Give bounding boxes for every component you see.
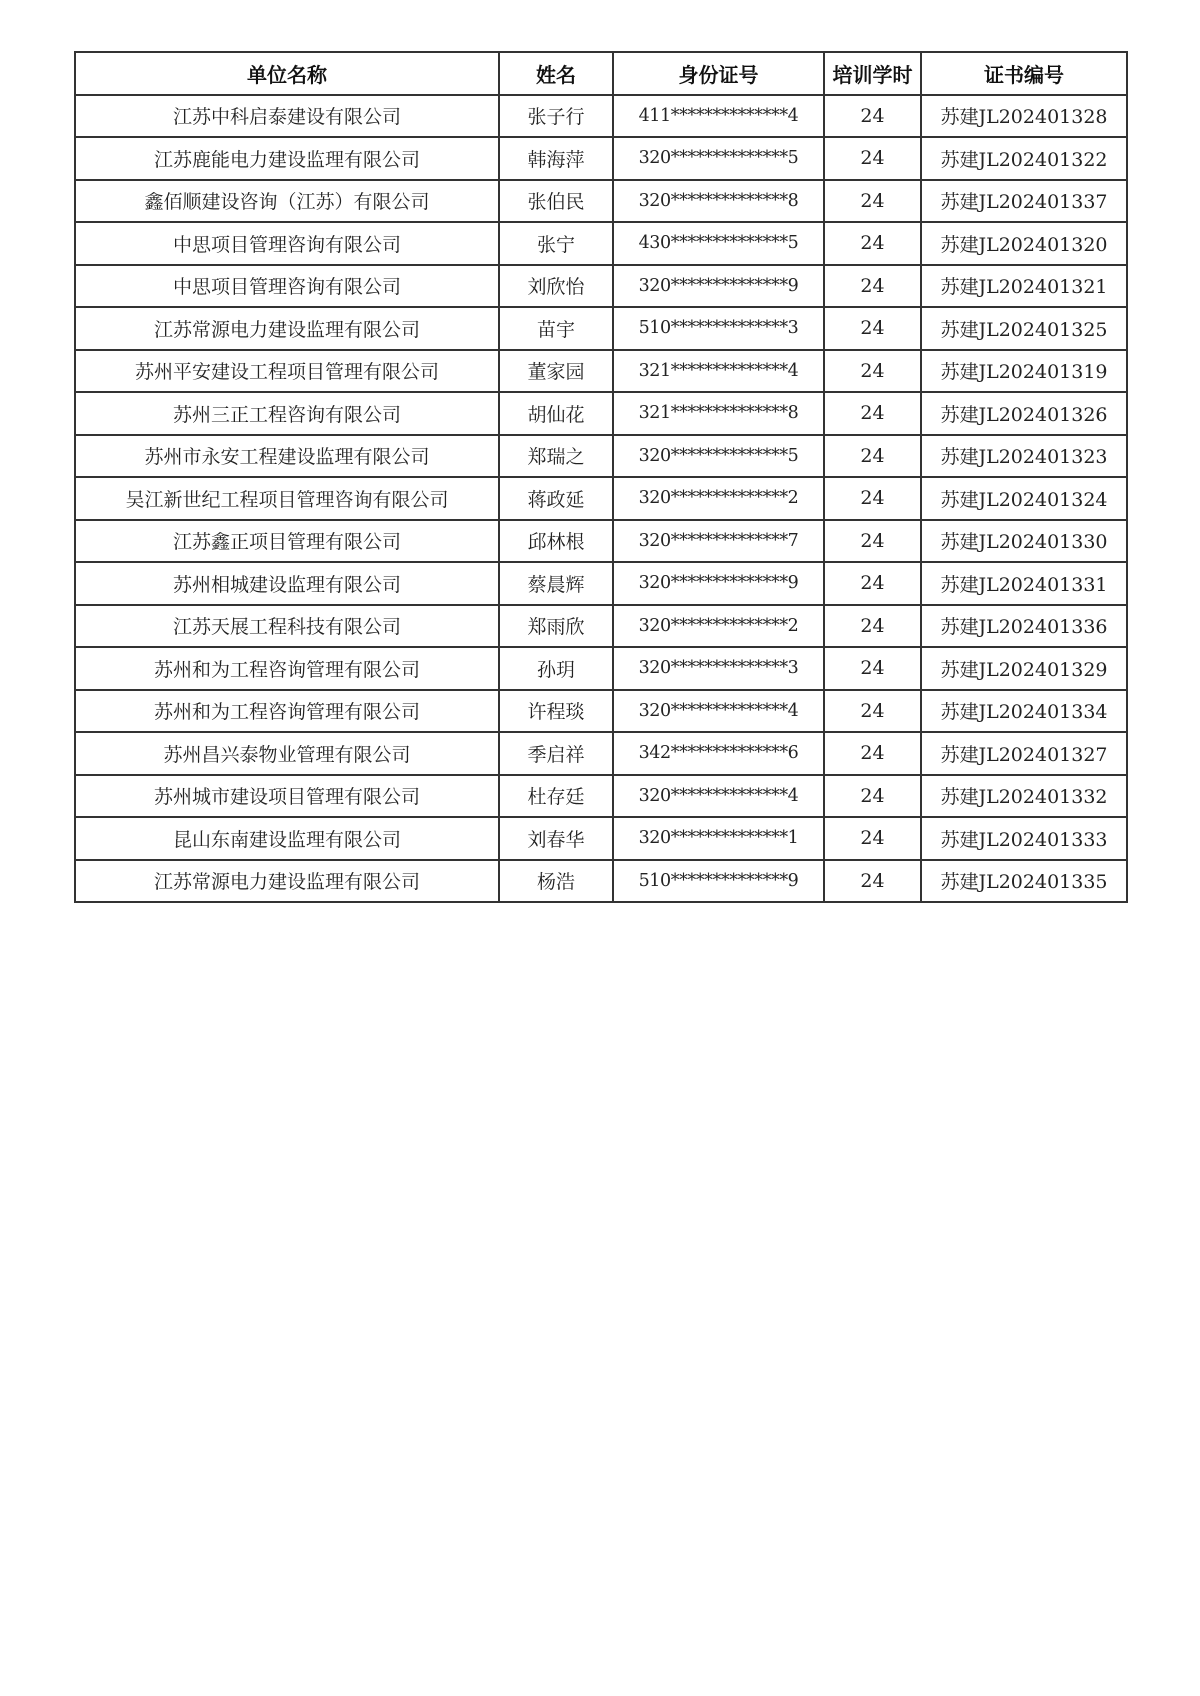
id-number-cell: 320**************3	[613, 647, 824, 690]
header-name: 姓名	[499, 52, 613, 95]
id-number-cell: 320**************9	[613, 562, 824, 605]
id-number-cell: 342**************6	[613, 732, 824, 775]
id-number-cell: 320**************2	[613, 477, 824, 520]
certificate-no-cell: 苏建JL202401337	[921, 180, 1127, 223]
table-row	[75, 180, 1127, 223]
company-cell: 苏州城市建设项目管理有限公司	[75, 775, 499, 818]
company-cell: 江苏中科启泰建设有限公司	[75, 95, 499, 138]
certificate-no-cell: 苏建JL202401319	[921, 350, 1127, 393]
table-row	[75, 817, 1127, 860]
training-hours-cell: 24	[824, 477, 921, 520]
name-cell: 杜存廷	[499, 775, 613, 818]
name-cell: 孙玥	[499, 647, 613, 690]
training-hours-cell: 24	[824, 180, 921, 223]
table-row	[75, 137, 1127, 180]
header-company: 单位名称	[75, 52, 499, 95]
table-row	[75, 562, 1127, 605]
training-hours-cell: 24	[824, 137, 921, 180]
company-cell: 吴江新世纪工程项目管理咨询有限公司	[75, 477, 499, 520]
training-hours-cell: 24	[824, 307, 921, 350]
name-cell: 蒋政延	[499, 477, 613, 520]
certificate-no-cell: 苏建JL202401329	[921, 647, 1127, 690]
company-cell: 鑫佰顺建设咨询（江苏）有限公司	[75, 180, 499, 223]
company-cell: 苏州平安建设工程项目管理有限公司	[75, 350, 499, 393]
id-number-cell: 320**************1	[613, 817, 824, 860]
header-row	[75, 52, 1127, 95]
table-row	[75, 307, 1127, 350]
id-number-cell: 320**************4	[613, 775, 824, 818]
name-cell: 胡仙花	[499, 392, 613, 435]
training-hours-cell: 24	[824, 350, 921, 393]
certificate-no-cell: 苏建JL202401328	[921, 95, 1127, 138]
name-cell: 刘春华	[499, 817, 613, 860]
certificate-no-cell: 苏建JL202401324	[921, 477, 1127, 520]
id-number-cell: 320**************9	[613, 265, 824, 308]
id-number-cell: 320**************8	[613, 180, 824, 223]
header-certificate-no: 证书编号	[921, 52, 1127, 95]
table-row	[75, 775, 1127, 818]
certificate-no-cell: 苏建JL202401322	[921, 137, 1127, 180]
name-cell: 郑雨欣	[499, 605, 613, 648]
company-cell: 江苏鑫正项目管理有限公司	[75, 520, 499, 563]
company-cell: 苏州相城建设监理有限公司	[75, 562, 499, 605]
table-row	[75, 222, 1127, 265]
id-number-cell: 320**************4	[613, 690, 824, 733]
id-number-cell: 320**************2	[613, 605, 824, 648]
table-row	[75, 392, 1127, 435]
training-hours-cell: 24	[824, 817, 921, 860]
training-hours-cell: 24	[824, 775, 921, 818]
certificate-no-cell: 苏建JL202401323	[921, 435, 1127, 478]
table-row	[75, 435, 1127, 478]
table-row	[75, 477, 1127, 520]
certificate-no-cell: 苏建JL202401332	[921, 775, 1127, 818]
training-hours-cell: 24	[824, 392, 921, 435]
id-number-cell: 510**************3	[613, 307, 824, 350]
table-row	[75, 860, 1127, 903]
id-number-cell: 321**************8	[613, 392, 824, 435]
company-cell: 中思项目管理咨询有限公司	[75, 265, 499, 308]
id-number-cell: 430**************5	[613, 222, 824, 265]
name-cell: 季启祥	[499, 732, 613, 775]
name-cell: 韩海萍	[499, 137, 613, 180]
name-cell: 董家园	[499, 350, 613, 393]
company-cell: 江苏鹿能电力建设监理有限公司	[75, 137, 499, 180]
name-cell: 邱林根	[499, 520, 613, 563]
name-cell: 蔡晨辉	[499, 562, 613, 605]
name-cell: 刘欣怡	[499, 265, 613, 308]
table-row	[75, 605, 1127, 648]
training-hours-cell: 24	[824, 690, 921, 733]
company-cell: 中思项目管理咨询有限公司	[75, 222, 499, 265]
name-cell: 许程琰	[499, 690, 613, 733]
company-cell: 苏州市永安工程建设监理有限公司	[75, 435, 499, 478]
id-number-cell: 320**************5	[613, 435, 824, 478]
name-cell: 张伯民	[499, 180, 613, 223]
table-row	[75, 647, 1127, 690]
table-body	[75, 95, 1127, 903]
company-cell: 江苏常源电力建设监理有限公司	[75, 307, 499, 350]
header-training-hours: 培训学时	[824, 52, 921, 95]
training-hours-cell: 24	[824, 860, 921, 903]
name-cell: 苗宇	[499, 307, 613, 350]
table-row	[75, 690, 1127, 733]
training-hours-cell: 24	[824, 732, 921, 775]
certificate-no-cell: 苏建JL202401326	[921, 392, 1127, 435]
id-number-cell: 320**************5	[613, 137, 824, 180]
company-cell: 苏州和为工程咨询管理有限公司	[75, 647, 499, 690]
id-number-cell: 510**************9	[613, 860, 824, 903]
training-hours-cell: 24	[824, 435, 921, 478]
name-cell: 张宁	[499, 222, 613, 265]
certificate-no-cell: 苏建JL202401320	[921, 222, 1127, 265]
table-header	[75, 52, 1127, 95]
certificate-no-cell: 苏建JL202401336	[921, 605, 1127, 648]
name-cell: 张子行	[499, 95, 613, 138]
table-row	[75, 350, 1127, 393]
table-row	[75, 520, 1127, 563]
table-row	[75, 732, 1127, 775]
training-hours-cell: 24	[824, 647, 921, 690]
id-number-cell: 411**************4	[613, 95, 824, 138]
company-cell: 昆山东南建设监理有限公司	[75, 817, 499, 860]
training-hours-cell: 24	[824, 95, 921, 138]
certificate-no-cell: 苏建JL202401327	[921, 732, 1127, 775]
table-row	[75, 95, 1127, 138]
training-hours-cell: 24	[824, 520, 921, 563]
id-number-cell: 321**************4	[613, 350, 824, 393]
name-cell: 杨浩	[499, 860, 613, 903]
training-hours-cell: 24	[824, 562, 921, 605]
certificate-no-cell: 苏建JL202401330	[921, 520, 1127, 563]
certificate-no-cell: 苏建JL202401331	[921, 562, 1127, 605]
id-number-cell: 320**************7	[613, 520, 824, 563]
training-hours-cell: 24	[824, 265, 921, 308]
training-roster-table	[74, 51, 1128, 903]
company-cell: 苏州三正工程咨询有限公司	[75, 392, 499, 435]
certificate-no-cell: 苏建JL202401325	[921, 307, 1127, 350]
certificate-no-cell: 苏建JL202401335	[921, 860, 1127, 903]
company-cell: 苏州昌兴泰物业管理有限公司	[75, 732, 499, 775]
certificate-no-cell: 苏建JL202401321	[921, 265, 1127, 308]
company-cell: 江苏常源电力建设监理有限公司	[75, 860, 499, 903]
certificate-no-cell: 苏建JL202401333	[921, 817, 1127, 860]
header-id-number: 身份证号	[613, 52, 824, 95]
company-cell: 苏州和为工程咨询管理有限公司	[75, 690, 499, 733]
company-cell: 江苏天展工程科技有限公司	[75, 605, 499, 648]
training-hours-cell: 24	[824, 605, 921, 648]
certificate-no-cell: 苏建JL202401334	[921, 690, 1127, 733]
training-hours-cell: 24	[824, 222, 921, 265]
name-cell: 郑瑞之	[499, 435, 613, 478]
table-row	[75, 265, 1127, 308]
